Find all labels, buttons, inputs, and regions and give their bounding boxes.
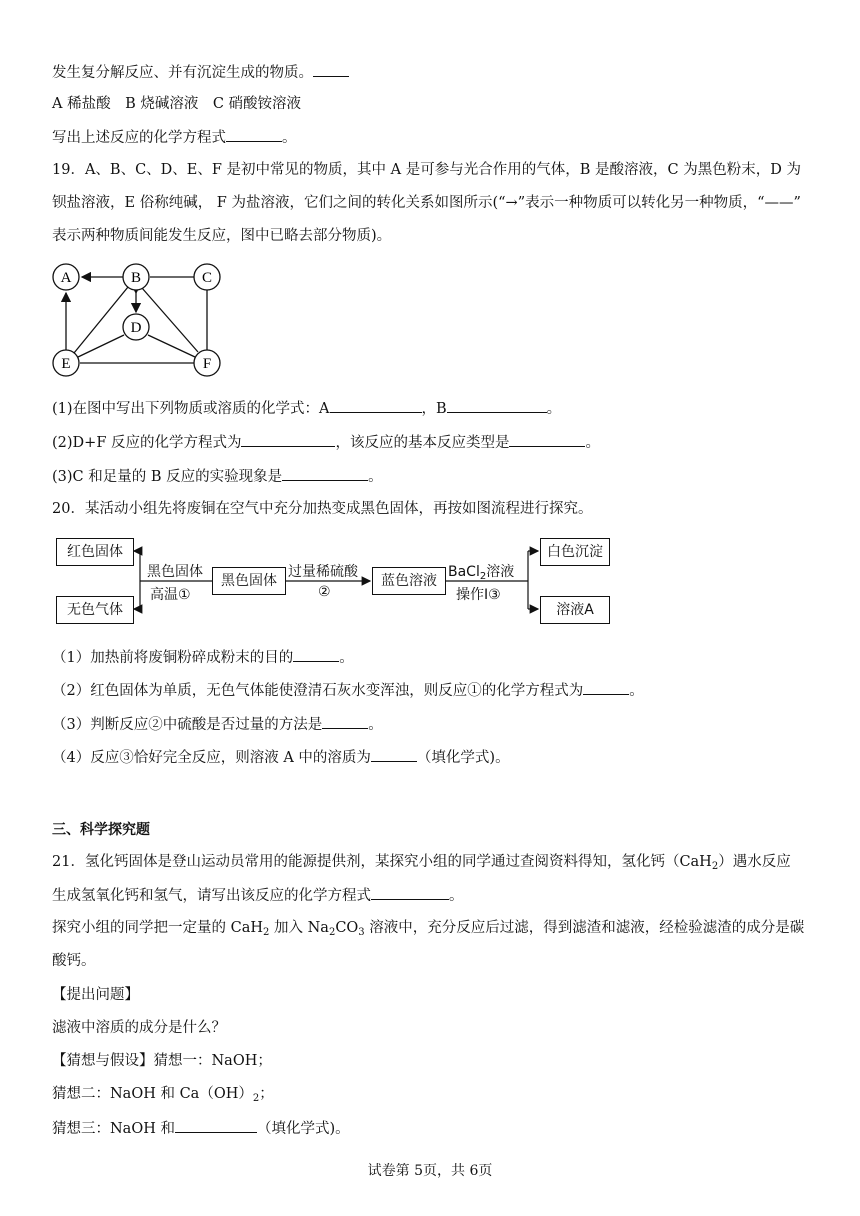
answer-blank[interactable] xyxy=(322,714,368,729)
q20-intro: 20．某活动小组先将废铜在空气中充分加热变成黑色固体，再按如图流程进行探究。 xyxy=(52,501,593,517)
node-e-label: E xyxy=(61,356,71,372)
q19-intro-3: 表示两种物质间能发生反应，图中已略去部分物质)。 xyxy=(52,228,392,244)
flow-red-solid: 红色固体 xyxy=(56,538,134,566)
q19-part3: (3)C 和足量的 B 反应的实验现象是 。 xyxy=(52,466,383,487)
flow-label-high-temp: 高温① xyxy=(150,587,191,603)
q19-intro-1: 19．A、B、C、D、E、F 是初中常见的物质，其中 A 是可参与光合作用的气体，B 是酸溶液，C 为黑色粉末，D 为 xyxy=(52,162,801,178)
flow-label-bacl2: BaCl$_2$溶液 xyxy=(448,564,515,582)
node-d-label: D xyxy=(130,320,142,336)
hypothesis-line2: 猜想二：NaOH 和 $Ca(OH)_2$； xyxy=(52,1086,274,1104)
node-b-label: B xyxy=(130,270,142,286)
flow-label-step2: ② xyxy=(318,584,331,600)
q19-intro-2: 钡盐溶液，E 俗称纯碱， F 为盐溶液，它们之间的转化关系如图所示(“→”表示一种物质可以转化另一种物质，“——” xyxy=(52,195,801,211)
answer-blank[interactable] xyxy=(175,1118,257,1133)
q20-part3: （3）判断反应②中硫酸是否过量的方法是 。 xyxy=(52,714,383,735)
answer-blank[interactable] xyxy=(583,680,629,695)
q18-line3: 写出上述反应的化学方程式 。 xyxy=(52,127,297,148)
answer-blank[interactable] xyxy=(371,747,417,762)
q20-part2: （2）红色固体为单质，无色气体能使澄清石灰水变浑浊，则反应①的化学方程式为 。 xyxy=(52,680,644,701)
flow-blue-solution: 蓝色溶液 xyxy=(372,567,446,595)
problem-text: 滤液中溶质的成分是什么？ xyxy=(52,1020,226,1036)
hypothesis-line3: 猜想三：NaOH 和 （填化学式)。 xyxy=(52,1118,350,1139)
node-c-label: C xyxy=(201,270,213,286)
q21-line2: 生成氢氧化钙和氢气，请写出该反应的化学方程式 。 xyxy=(52,885,464,906)
q18-options: A 稀盐酸 B 烧碱溶液 C 硝酸铵溶液 xyxy=(52,96,302,112)
section-heading: 三、科学探究题 xyxy=(52,822,150,838)
answer-blank[interactable] xyxy=(371,885,449,900)
answer-blank[interactable] xyxy=(293,647,339,662)
flow-label-excess-acid: 过量稀硫酸 xyxy=(288,564,358,580)
q18-line1: 发生复分解反应、并有沉淀生成的物质。 xyxy=(52,62,349,83)
flow-solution-a: 溶液A xyxy=(540,596,610,624)
q21-line4: 酸钙。 xyxy=(52,953,96,969)
problem-heading: 【提出问题】 xyxy=(52,987,139,1003)
hypothesis-line1: 【猜想与假设】猜想一：NaOH； xyxy=(52,1053,272,1069)
q20-part4: （4）反应③恰好完全反应，则溶液 A 中的溶质为 （填化学式)。 xyxy=(52,747,510,768)
q21-line3: 探究小组的同学把一定量的 CaH$_2$ 加入 $Na_2CO_3$ 溶液中，充分反应后过滤，得到滤渣和滤液，经检验滤渣的成分是碳 xyxy=(52,920,805,938)
flow-label-black-solid: 黑色固体 xyxy=(147,564,203,580)
flow-white-precipitate: 白色沉淀 xyxy=(540,538,610,566)
q19-part2: (2)D+F 反应的化学方程式为 ，该反应的基本反应类型是 。 xyxy=(52,432,600,453)
flow-black-solid: 黑色固体 xyxy=(212,567,286,595)
flow-label-operation: 操作Ⅰ③ xyxy=(456,587,501,603)
flow-colorless-gas: 无色气体 xyxy=(56,596,134,624)
q20-part1: （1）加热前将废铜粉碎成粉末的目的 。 xyxy=(52,647,354,668)
page-footer: 试卷第 5页，共 6页 xyxy=(367,1163,493,1179)
node-a-label: A xyxy=(60,270,72,286)
q19-part1: (1)在图中写出下列物质或溶质的化学式：A ，B 。 xyxy=(52,398,561,419)
node-f-label: F xyxy=(202,356,212,372)
q21-line1: 21．氢化钙固体是登山运动员常用的能源提供剂，某探究小组的同学通过查阅资料得知，氢化钙（CaH$_2$）遇水反应 xyxy=(52,854,791,872)
